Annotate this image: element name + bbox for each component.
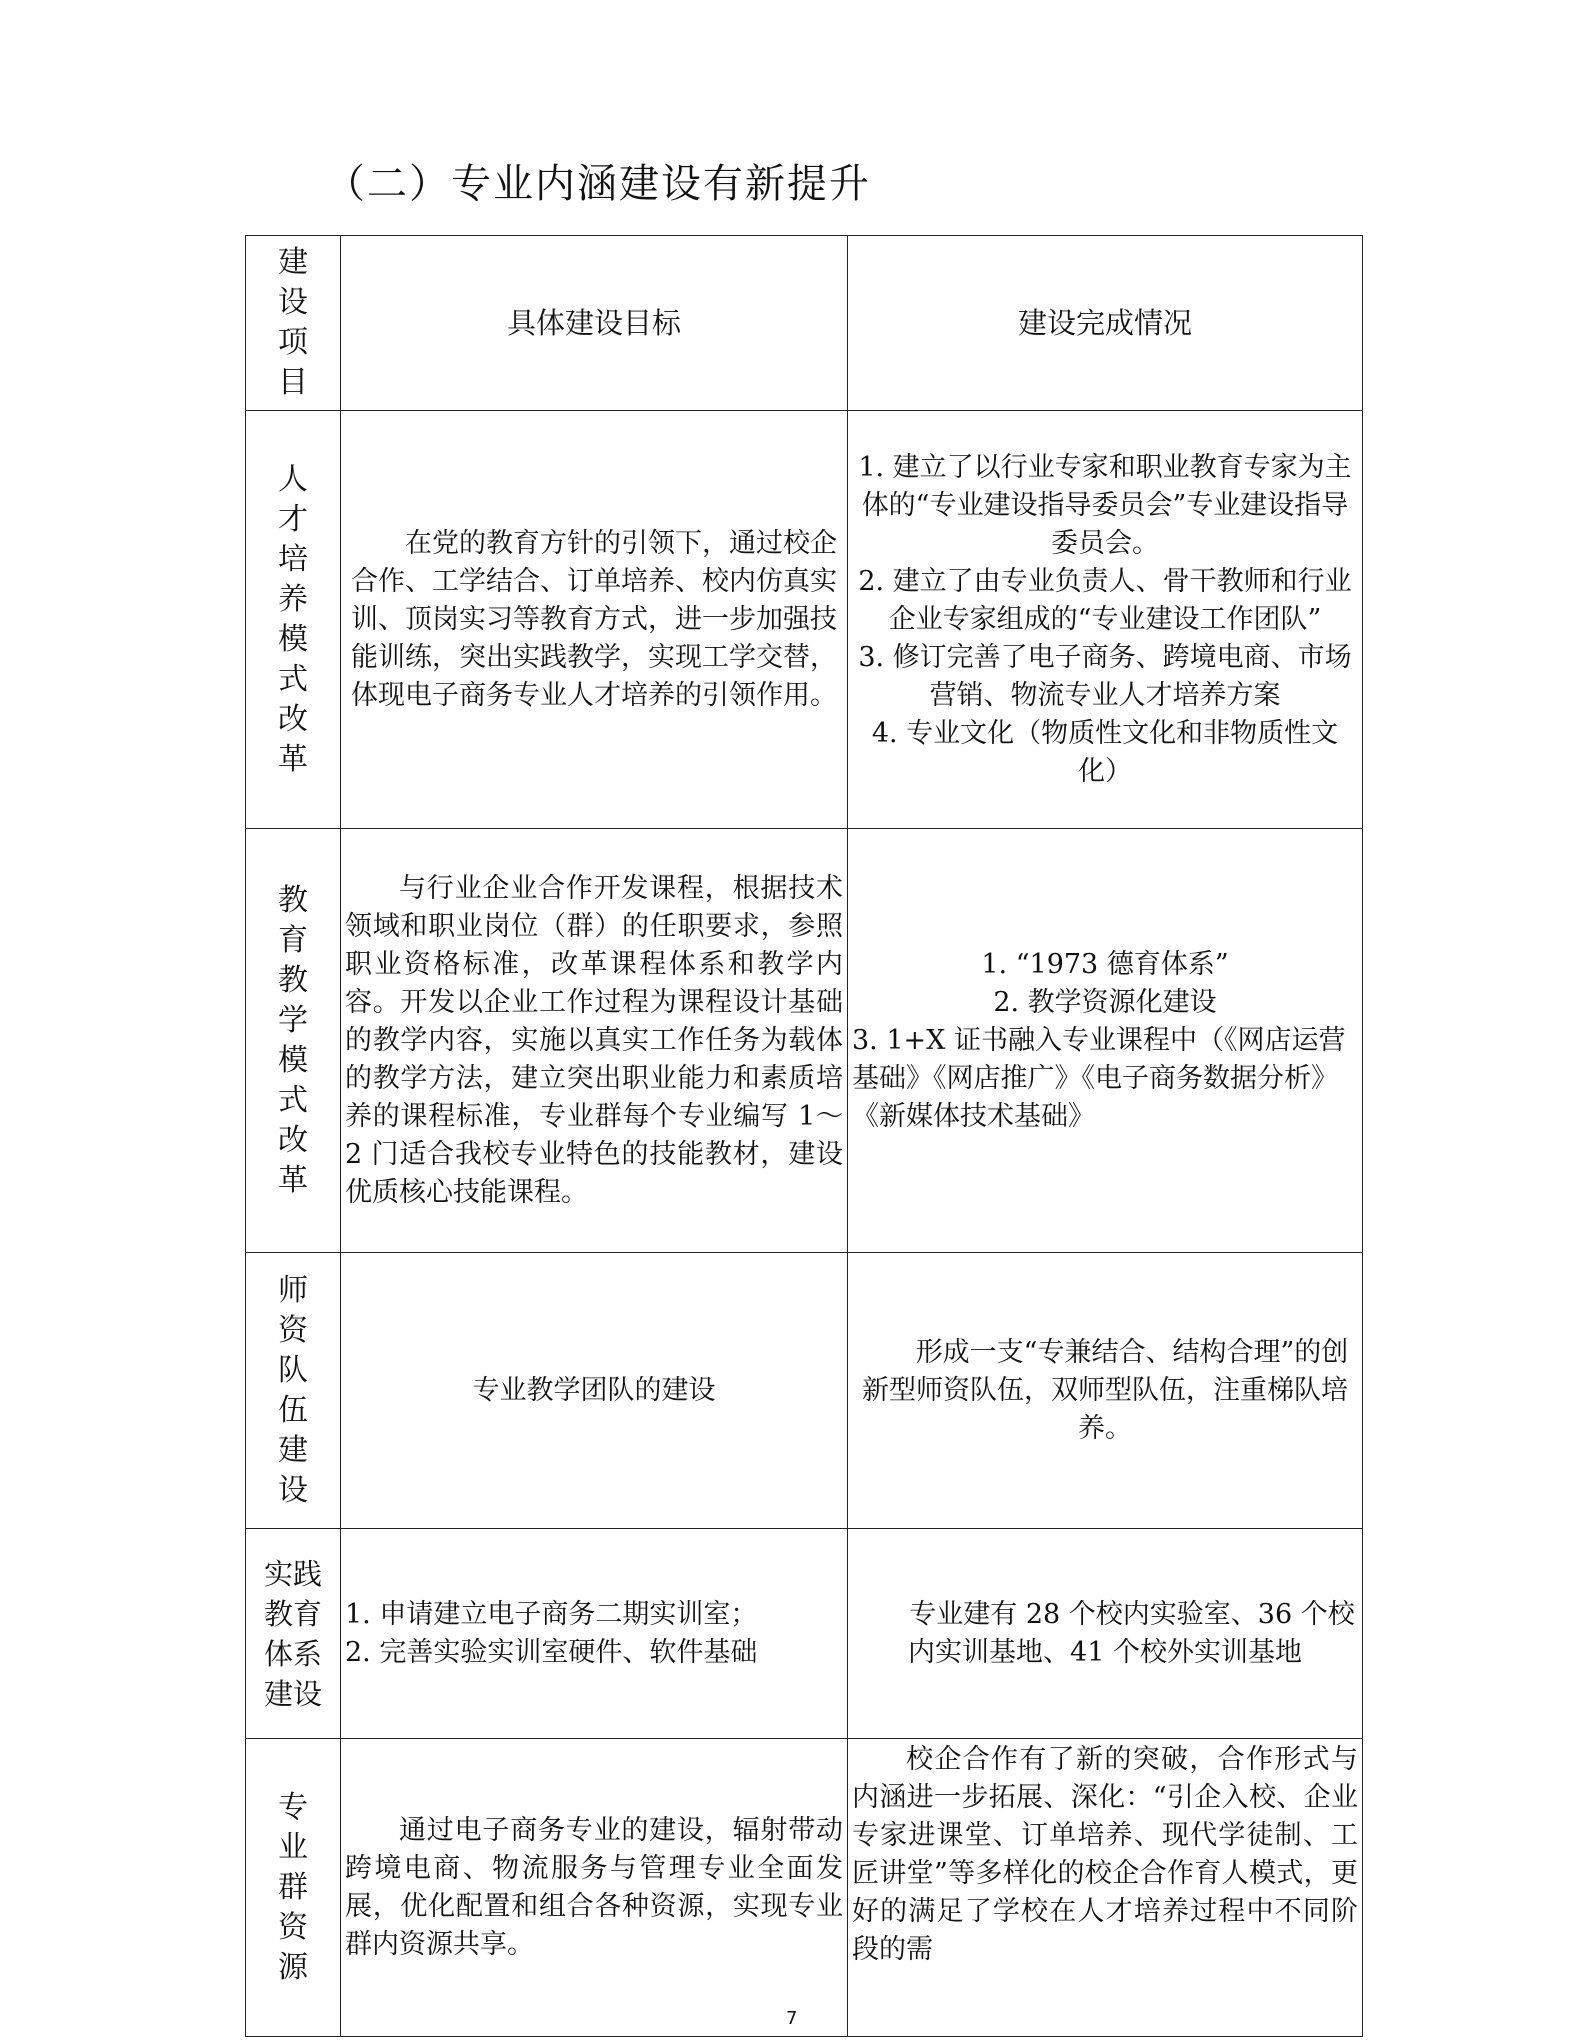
vertical-text: 建 设 项 目	[278, 245, 308, 400]
vertical-text: 人 才 培 养 模 式 改 革	[278, 461, 308, 777]
table-row	[246, 1739, 1363, 2037]
construction-table	[245, 235, 1363, 2037]
vertical-text: 师 资 队 伍 建 设	[278, 1272, 308, 1508]
table-row	[246, 829, 1363, 1253]
status-line: 3. 1+X 证书融入专业课程中（《网店运营基础》《网店推广》《电子商务数据分析》《新媒体技术基础》	[852, 1024, 1346, 1132]
section-heading: （二）专业内涵建设有新提升	[325, 161, 871, 207]
status-line: 1. 建立了以行业专家和职业教育专家为主体的“专业建设指导委员会”专业建设指导委员会。	[858, 451, 1352, 559]
row-goal: 通过电子商务专业的建设，辐射带动跨境电商、物流服务与管理专业全面发展，优化配置和组合各种资源，实现专业群内资源共享。	[341, 1739, 848, 2037]
row-status: 校企合作有了新的突破，合作形式与内涵进一步拓展、深化：“引企入校、企业专家进课堂、订单培养、现代学徒制、工匠讲堂”等多样化的校企合作育人模式，更好的满足了学校在人才培养过程中不同阶段的需	[848, 1739, 1363, 2037]
table-row	[246, 411, 1363, 829]
status-line: 4. 专业文化（物质性文化和非物质性文化）	[871, 717, 1339, 787]
vertical-text: 专 业 群 资 源	[278, 1789, 308, 1985]
row-project	[246, 1253, 341, 1529]
table-header-row	[246, 236, 1363, 411]
table-row	[246, 1529, 1363, 1739]
status-line: 1. “1973 德育体系”	[981, 948, 1229, 980]
row-status: 形成一支“专兼结合、结构合理”的创新型师资队伍，双师型队伍，注重梯队培养。	[848, 1253, 1363, 1529]
status-line: 2. 建立了由专业负责人、骨干教师和行业企业专家组成的“专业建设工作团队”	[858, 565, 1352, 635]
goal-line: 1. 申请建立电子商务二期实训室；	[345, 1598, 758, 1630]
row-project	[246, 411, 341, 829]
header-status: 建设完成情况	[848, 236, 1363, 411]
row-status	[848, 411, 1363, 829]
status-line: 3. 修订完善了电子商务、跨境电商、市场营销、物流专业人才培养方案	[858, 641, 1352, 711]
row-project	[246, 1529, 341, 1739]
goal-line: 2. 完善实验实训室硬件、软件基础	[345, 1636, 758, 1668]
row-goal: 与行业企业合作开发课程，根据技术领域和职业岗位（群）的任职要求，参照职业资格标准，改革课程体系和教学内容。开发以企业工作过程为课程设计基础的教学内容，实施以真实工作任务为载体的教学方法，建立突出职业能力和素质培养的课程标准，专业群每个专业编写 1～2 门适合我校专业特色的技能教材，建设优质核心技能课程。	[341, 829, 848, 1253]
header-goal: 具体建设目标	[341, 236, 848, 411]
row-goal	[341, 1529, 848, 1739]
status-line: 2. 教学资源化建设	[993, 986, 1217, 1018]
row-goal: 在党的教育方针的引领下，通过校企合作、工学结合、订单培养、校内仿真实训、顶岗实习等教育方式，进一步加强技能训练，突出实践教学，实现工学交替，体现电子商务专业人才培养的引领作用。	[341, 411, 848, 829]
page-number: 7	[786, 2008, 798, 2029]
row-status: 专业建有 28 个校内实验室、36 个校内实训基地、41 个校外实训基地	[848, 1529, 1363, 1739]
vertical-text: 实践 教育 体系 建设	[263, 1556, 322, 1711]
header-project	[246, 236, 341, 411]
vertical-text: 教 育 教 学 模 式 改 革	[278, 882, 308, 1198]
table-row	[246, 1253, 1363, 1529]
row-goal: 专业教学团队的建设	[341, 1253, 848, 1529]
row-project	[246, 1739, 341, 2037]
row-project	[246, 829, 341, 1253]
row-status	[848, 829, 1363, 1253]
